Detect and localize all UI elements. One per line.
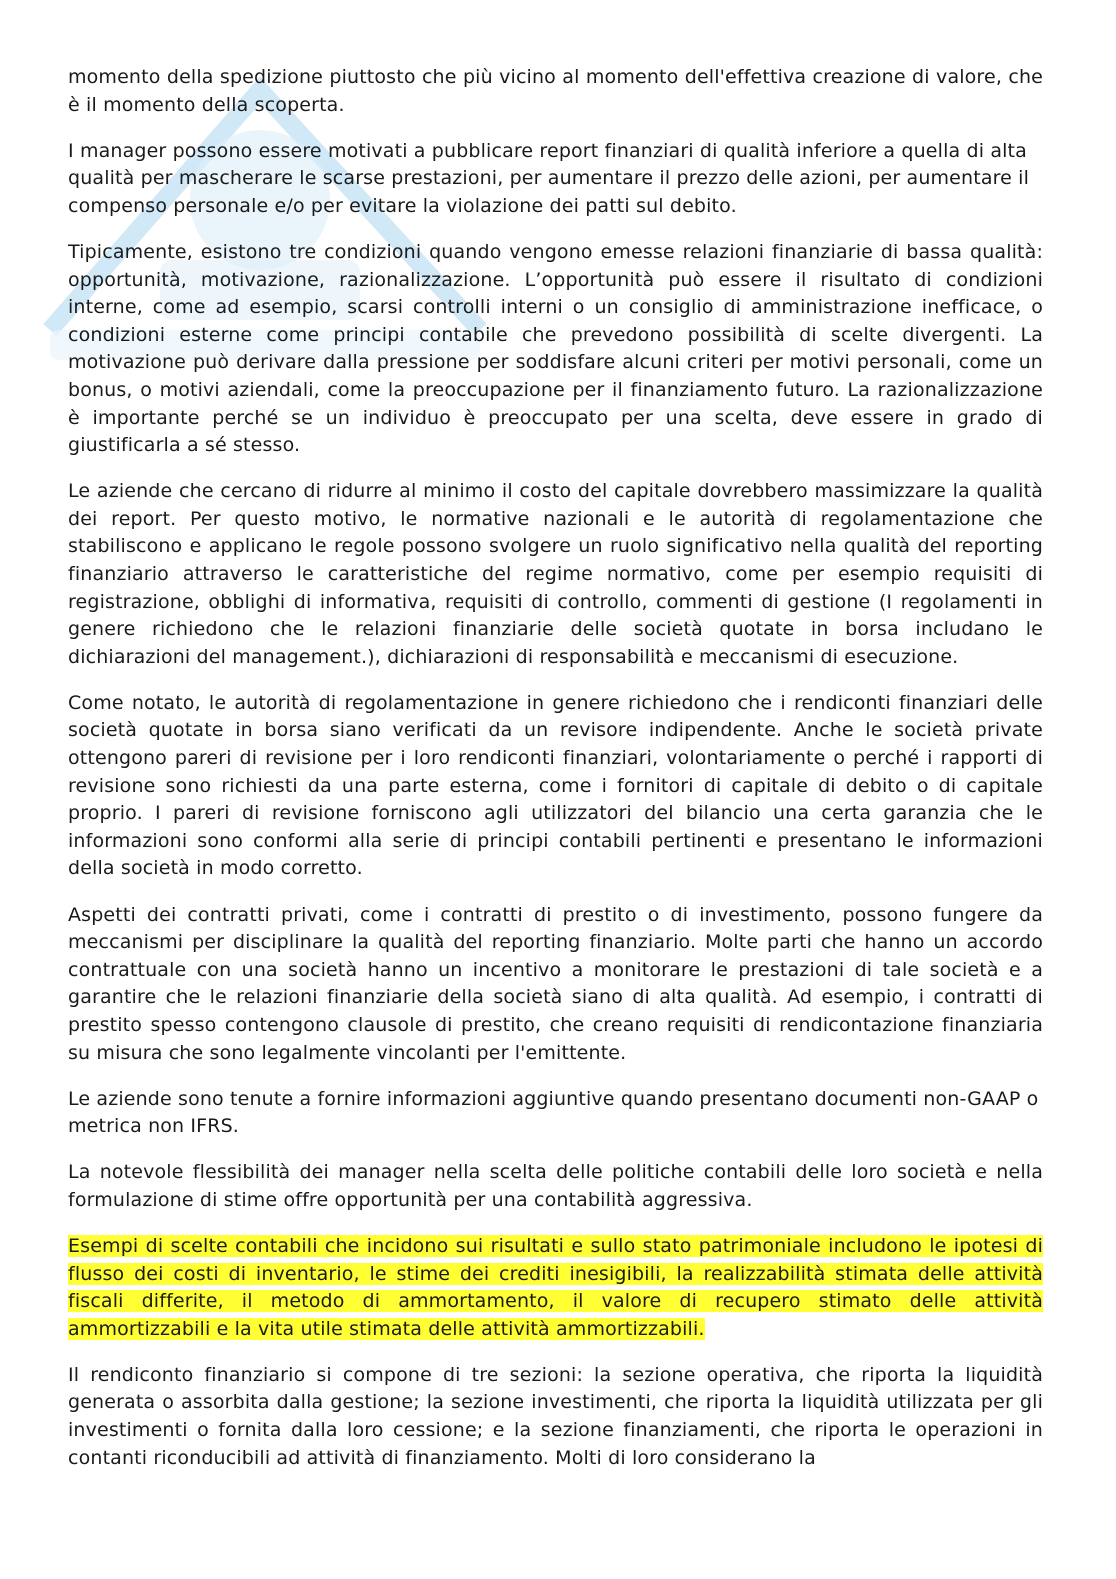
paragraph-10: Il rendiconto finanziario si compone di tre sezioni: la sezione operativa, che riporta la liquidità generata o assorbita dalla gestione; la sezione investimenti, che riporta la liquidità utilizzata per gli investimenti o fornita dalla loro cessione; e la sezione finanziamenti, che riporta le operazioni in contanti riconducibili ad attività di finanziamento. Molti di loro considerano la — [68, 1363, 1043, 1469]
paragraph-2: I manager possono essere motivati a pubblicare report finanziari di qualità inferiore a quella di alta qualità per mascherare le scarse prestazioni, per aumentare il prezzo delle azioni, per aumentare il compenso personale e/o per evitare la violazione dei patti sul debito. — [68, 139, 1030, 217]
paragraph-8: La notevole flessibilità dei manager nella scelta delle politiche contabili delle loro società e nella formulazione di stime offre opportunità per una contabilità aggressiva. — [68, 1161, 1043, 1211]
paragraph-1: momento della spedizione piuttosto che più vicino al momento dell'effettiva creazione di valore, che è il momento della scoperta. — [68, 66, 1043, 116]
paragraph-4: Le aziende che cercano di ridurre al minimo il costo del capitale dovrebbero massimizzare la qualità dei report. Per questo motivo, le normative nazionali e le autorità di regolamentazione che stabiliscono e applicano le regole possono svolgere un ruolo significativo nella qualità del reporting finanziario attraverso le caratteristiche del regime normativo, come per esempio requisiti di registrazione, obblighi di informativa, requisiti di controllo, commenti di gestione (I regolamenti in genere richiedono che le relazioni finanziarie delle società quotate in borsa includano le dichiarazioni del management.), dichiarazioni di responsabilità e meccanismi di esecuzione. — [68, 480, 1043, 668]
paragraph-3: Tipicamente, esistono tre condizioni quando vengono emesse relazioni finanziarie di bassa qualità: opportunità, motivazione, razionalizzazione. L’opportunità può essere il risultato di condizioni interne, come ad esempio, scarsi controlli interni o un consiglio di amministrazione inefficace, o condizioni esterne come principi contabile che prevedono possibilità di scelte divergenti. La motivazione può derivare dalla pressione per soddisfare alcuni criteri per motivi personali, come un bonus, o motivi aziendali, come la preoccupazione per il finanziamento futuro. La razionalizzazione è importante perché se un individuo è preoccupato per una scelta, deve essere in grado di giustificarla a sé stesso. — [68, 240, 1043, 457]
document-body — [68, 64, 1043, 1491]
paragraph-5: Come notato, le autorità di regolamentazione in genere richiedono che i rendiconti finanziari delle società quotate in borsa siano verificati da un revisore indipendente. Anche le società private ottengono pareri di revisione per i loro rendiconti finanziari, volontariamente o perché i rapporti di revisione sono richiesti da una parte esterna, come i fornitori di capitale di debito o di capitale proprio. I pareri di revisione forniscono agli utilizzatori del bilancio una certa garanzia che le informazioni sono conformi alla serie di principi contabili pertinenti e presentano le informazioni della società in modo corretto. — [68, 691, 1043, 880]
paragraph-7: Le aziende sono tenute a fornire informazioni aggiuntive quando presentano documenti non-GAAP o metrica non IFRS. — [68, 1087, 1039, 1138]
paragraph-9-highlighted — [68, 1233, 1043, 1343]
paragraph-6: Aspetti dei contratti privati, come i contratti di prestito o di investimento, possono fungere da meccanismi per disciplinare la qualità del reporting finanziario. Molte parti che hanno un accordo contrattuale con una società hanno un incentivo a monitorare le prestazioni di tale società e a garantire che le relazioni finanziarie della società siano di alta qualità. Ad esempio, i contratti di prestito spesso contengono clausole di prestito, che creano requisiti di rendicontazione finanziaria su misura che sono legalmente vincolanti per l'emittente. — [68, 903, 1043, 1064]
highlighted-text: Esempi di scelte contabili che incidono sui risultati e sullo stato patrimoniale includono le ipotesi di flusso dei costi di inventario, le stime dei crediti inesigibili, la realizzabilità stimata delle attività fiscali differite, il metodo di ammortamento, il valore di recupero stimato delle attività ammortizzabili e la vita utile stimata delle attività ammortizzabili. — [68, 1234, 1043, 1340]
